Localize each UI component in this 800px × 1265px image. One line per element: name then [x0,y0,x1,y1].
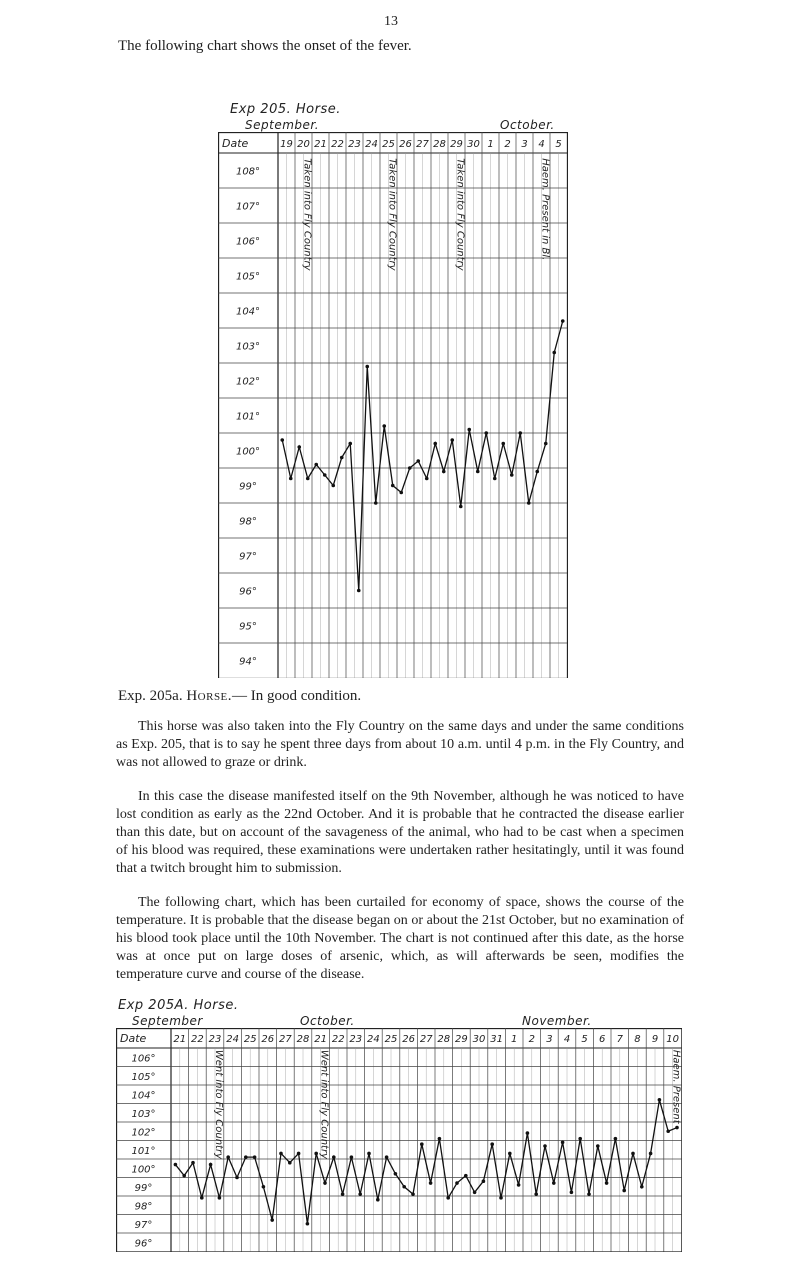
chart2-temperature-point [508,1152,512,1156]
chart2-x-tick: 23 [349,1034,363,1045]
chart2-temperature-point [376,1198,380,1202]
chart2-y-tick: 106° [131,1053,156,1065]
chart2-annotation: Went into Fly Country [212,1049,224,1160]
chart2-x-tick: 29 [455,1034,468,1045]
chart2-temperature-point [482,1179,486,1183]
chart2-temperature-point [490,1142,494,1146]
chart2-temperature-point [552,1181,556,1185]
chart1-temperature-point [510,473,514,477]
chart1-temperature-point [391,484,395,488]
chart1-y-tick: 95° [239,621,257,633]
chart1-y-tick: 102° [235,376,261,388]
chart2-y-tick: 104° [131,1090,156,1102]
chart2-x-tick: 6 [599,1034,606,1045]
chart2-x-tick: 7 [616,1034,623,1045]
chart1-y-tick: 107° [235,201,261,213]
chart2-temperature-point [323,1181,327,1185]
chart1-temperature-point [493,477,497,481]
chart2-temperature-chart [116,1028,682,1252]
chart2-y-tick: 105° [131,1071,156,1083]
chart1-y-tick: 100° [235,446,261,458]
chart2-temperature-point [314,1152,318,1156]
chart2-temperature-point [622,1189,626,1193]
chart1-temperature-chart [218,132,568,678]
chart1-temperature-point [518,431,522,435]
chart2-temperature-point [306,1222,310,1226]
chart2-temperature-point [517,1183,521,1187]
chart2-x-tick: 30 [472,1034,486,1045]
chart2-y-tick: 100° [131,1164,156,1176]
chart1-temperature-point [340,456,344,460]
chart1-x-tick: 4 [538,139,545,150]
chart2-temperature-point [367,1152,371,1156]
chart1-temperature-point [399,491,403,495]
chart1-temperature-point [365,365,369,369]
chart2-temperature-point [402,1185,406,1189]
chart1-annotation: Taken into Fly Country [301,158,313,271]
chart2-x-tick: 3 [546,1034,553,1045]
chart2-temperature-point [649,1152,653,1156]
chart2-temperature-point [587,1192,591,1196]
chart2-month-oct: October. [300,1014,355,1028]
chart2-temperature-point [499,1196,503,1200]
chart2-temperature-point [262,1185,266,1189]
chart2-temperature-point [666,1129,670,1133]
chart2-x-tick: 8 [634,1034,641,1045]
chart2-x-tick: 23 [208,1034,222,1045]
chart2-x-tick: 25 [243,1034,257,1045]
page-number: 13 [384,14,398,29]
chart1-temperature-point [323,473,327,477]
chart1-y-tick: 97° [239,551,257,563]
chart2-temperature-point [438,1137,442,1141]
chart2-temperature-point [218,1196,222,1200]
chart2-temperature-point [235,1176,239,1180]
chart2-x-tick: 21 [314,1034,327,1045]
chart2-temperature-point [350,1155,354,1159]
chart2-temperature-point [446,1196,450,1200]
chart2-temperature-point [631,1152,635,1156]
chart1-temperature-point [348,442,352,446]
chart2-y-tick: 99° [134,1182,153,1194]
chart2-temperature-point [526,1131,530,1135]
chart2-temperature-point [244,1155,248,1159]
chart1-x-tick: 19 [280,139,293,150]
chart1-temperature-point [374,501,378,505]
chart2-temperature-point [455,1181,459,1185]
chart2-x-tick: 27 [279,1034,292,1045]
chart2-x-tick: 24 [367,1034,380,1045]
chart2-x-tick: 26 [402,1034,415,1045]
chart1-y-tick: 96° [239,586,257,598]
chart2-temperature-point [279,1152,283,1156]
chart1-temperature-point [280,438,284,442]
chart1-temperature-point [408,466,412,470]
chart2-x-tick: 26 [261,1034,275,1045]
chart1-temperature-point [467,428,471,432]
paragraph-1: This horse was also taken into the Fly Country on the same days and under the same conditions as Exp. 205, that is to say he spent three days from about 10 a.m. until 4 p.m. in the Fly Country, and was not allowed to graze or drink. [116,719,684,770]
chart1-temperature-point [544,442,548,446]
chart1-x-tick: 2 [504,139,511,150]
chart1-y-tick: 103° [235,341,261,353]
chart2-month-sep: September [132,1014,203,1028]
chart1-month-sep: September. [245,118,320,132]
chart2-month-nov: November. [522,1014,592,1028]
chart1-y-tick: 108° [235,166,261,178]
chart2-x-tick: 10 [666,1034,679,1045]
chart1-month-oct: October. [500,118,555,132]
chart1-temperature-point [527,501,531,505]
chart1-x-tick: 25 [382,139,395,150]
chart2-temperature-point [411,1192,415,1196]
chart1-x-tick: 3 [521,139,528,150]
chart2-x-tick: 9 [651,1034,659,1045]
chart1-temperature-point [476,470,480,474]
chart2-x-tick: 5 [581,1034,588,1045]
chart2-temperature-point [420,1142,424,1146]
chart2-temperature-point [270,1218,274,1222]
chart2-temperature-point [561,1141,565,1145]
chart2-x-tick: 22 [191,1034,204,1045]
chart1-temperature-point [552,351,556,355]
chart1-temperature-point [561,319,565,323]
chart2-y-tick: 103° [131,1108,156,1120]
chart2-temperature-point [209,1163,213,1167]
chart2-date-label: Date [120,1032,147,1045]
chart2-x-tick: 28 [296,1034,310,1045]
chart1-x-tick: 27 [416,139,429,150]
chart2-temperature-point [297,1152,301,1156]
chart2-title: Exp 205A. Horse. [118,998,239,1013]
chart2-temperature-point [596,1144,600,1148]
chart1-x-tick: 26 [399,139,412,150]
chart2-temperature-point [385,1155,389,1159]
chart2-annotation: Went into Fly Country [318,1049,330,1160]
chart1-temperature-point [484,431,488,435]
chart1-title: Exp 205. Horse. [230,102,341,117]
chart1-annotation: Taken into Fly Country [386,158,398,271]
chart2-x-tick: 27 [419,1034,433,1045]
chart2-temperature-point [182,1174,186,1178]
chart1-date-label: Date [222,137,249,150]
chart2-temperature-point [614,1137,618,1141]
chart1-x-tick: 24 [365,139,378,150]
chart2-temperature-point [578,1137,582,1141]
chart1-x-tick: 20 [297,139,310,150]
chart2-temperature-point [288,1161,292,1165]
chart1-temperature-point [314,463,318,467]
chart2-temperature-point [534,1192,538,1196]
chart2-temperature-point [429,1181,433,1185]
chart2-temperature-point [543,1144,547,1148]
chart1-x-tick: 1 [487,139,494,150]
chart2-x-tick: 21 [173,1034,187,1045]
chart2-y-tick: 101° [131,1145,156,1157]
chart2-temperature-point [358,1192,362,1196]
chart1-temperature-point [442,470,446,474]
chart2-annotation: Haem. Present [670,1049,682,1124]
chart2-x-tick: 25 [384,1034,398,1045]
paragraph-2: In this case the disease manifested itself on the 9th November, although he was noticed to have lost condition as early as the 22nd October. And it is probable that he contracted the disease earlier than this date, but on account of the savageness of the animal, who had to be cast when a specimen of his blood was required, these examinations were undertaken rather hesitatingly, until it was found that a twitch brought him to submission. [116,789,684,876]
chart2-temperature-point [394,1172,398,1176]
chart2-x-tick: 24 [226,1034,239,1045]
chart1-caption [118,688,361,705]
chart2-temperature-point [174,1163,178,1167]
chart1-y-tick: 101° [235,411,261,423]
chart2-temperature-point [464,1174,468,1178]
chart2-temperature-point [226,1155,230,1159]
paragraph-3: The following chart, which has been curtailed for economy of space, shows the course of the temperature. It is probable that the disease began on or about the 21st October, but no examination of his blood took place until the 10th November. The chart is not continued after this date, as the horse was at once put on large doses of arsenic, which, as will afterwards be seen, modifies the temperature curve and course of the disease. [116,895,684,982]
chart1-temperature-point [289,477,293,481]
chart1-annotation: Taken into Fly Country [454,158,466,271]
chart2-y-tick: 97° [134,1219,153,1231]
chart1-temperature-point [501,442,505,446]
chart1-y-tick: 105° [235,271,261,283]
chart2-x-tick: 22 [331,1034,345,1045]
chart1-temperature-point [357,589,361,593]
chart1-x-tick: 21 [314,139,327,150]
chart2-y-tick: 96° [134,1238,153,1250]
chart1-x-tick: 30 [467,139,480,150]
chart2-x-tick: 2 [528,1034,535,1045]
chart2-temperature-point [675,1126,679,1130]
chart1-temperature-point [306,477,310,481]
chart2-temperature-point [605,1181,609,1185]
chart2-temperature-point [332,1155,336,1159]
chart1-x-tick: 23 [348,139,361,150]
caption-name: Horse. [186,688,233,704]
chart2-temperature-point [200,1196,204,1200]
chart1-x-tick: 29 [450,139,463,150]
chart1-x-tick: 22 [331,139,344,150]
intro-line: The following chart shows the onset of the fever. [118,38,412,54]
chart1-y-tick: 104° [235,306,261,318]
chart1-temperature-point [297,445,301,449]
chart2-y-tick: 102° [131,1127,156,1139]
chart2-x-tick: 28 [437,1034,451,1045]
chart1-x-tick: 28 [433,139,446,150]
chart1-y-tick: 106° [235,236,261,248]
chart2-x-tick: 31 [490,1034,503,1045]
chart2-temperature-point [570,1191,574,1195]
chart1-temperature-point [416,459,420,463]
chart1-temperature-point [425,477,429,481]
chart2-temperature-point [640,1185,644,1189]
chart1-y-tick: 98° [239,516,257,528]
chart1-y-tick: 94° [239,656,257,668]
chart1-temperature-point [331,484,335,488]
chart1-temperature-point [535,470,539,474]
chart2-y-tick: 98° [134,1201,153,1213]
chart2-temperature-point [658,1098,662,1102]
chart1-temperature-point [450,438,454,442]
chart2-temperature-point [191,1161,195,1165]
caption-rest: — In good condition. [232,688,362,704]
chart2-temperature-point [341,1192,345,1196]
chart1-temperature-point [459,505,463,509]
chart2-temperature-point [473,1191,477,1195]
chart2-x-tick: 4 [563,1034,571,1045]
chart1-temperature-point [433,442,437,446]
chart1-annotation: Haem. Present in Bl. [539,158,551,261]
chart2-x-tick: 1 [511,1034,518,1045]
chart1-x-tick: 5 [555,139,562,150]
caption-lead: Exp. 205a. [118,688,183,704]
chart1-y-tick: 99° [239,481,257,493]
chart1-temperature-point [382,424,386,428]
chart2-temperature-point [253,1155,257,1159]
